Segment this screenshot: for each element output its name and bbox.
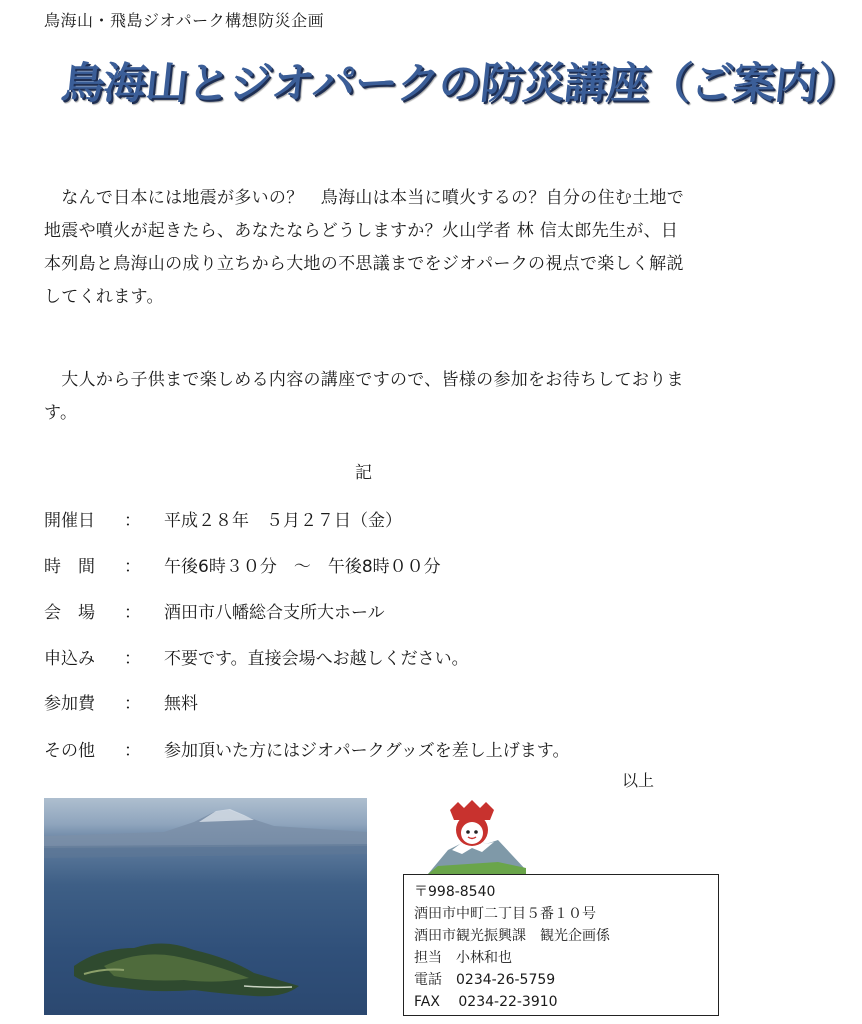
detail-row-time xyxy=(44,552,441,577)
detail-label: 時 間 xyxy=(44,557,95,577)
invitation-paragraph: 大人から子供まで楽しめる内容の講座ですので、皆様の参加をお待ちしております。 xyxy=(44,370,684,423)
detail-value: 平成２８年 ５月２７日（金） xyxy=(164,511,402,531)
contact-department: 酒田市観光振興課 観光企画係 xyxy=(414,928,610,944)
detail-label: 申込み xyxy=(44,649,95,669)
detail-colon: ： xyxy=(124,741,141,761)
closing-mark: 以上 xyxy=(622,771,655,790)
contact-address: 酒田市中町二丁目５番１０号 xyxy=(414,906,596,922)
detail-label: 参加費 xyxy=(44,694,95,714)
detail-value: 無料 xyxy=(164,694,198,714)
mascot-mountain-icon xyxy=(428,800,526,874)
detail-row-application xyxy=(44,644,469,669)
detail-value: 午後6時３０分 ～ 午後8時００分 xyxy=(164,557,441,577)
detail-row-venue xyxy=(44,598,385,623)
contact-postal: 〒998-8540 xyxy=(414,884,496,900)
aerial-island-photo xyxy=(44,798,367,1015)
contact-fax: FAX 0234-22-3910 xyxy=(414,994,558,1010)
detail-colon: ： xyxy=(124,649,141,669)
detail-label: その他 xyxy=(44,741,95,761)
contact-phone: 電話 0234-26-5759 xyxy=(414,972,556,988)
ki-heading: 記 xyxy=(355,463,372,483)
detail-row-other xyxy=(44,736,569,761)
detail-row-date xyxy=(44,506,402,531)
detail-colon: ： xyxy=(124,603,141,623)
detail-colon: ： xyxy=(124,557,141,577)
page-title: 鳥海山とジオパークの防災講座（ご案内） xyxy=(59,59,862,109)
detail-value: 不要です。直接会場へお越しください。 xyxy=(164,649,469,669)
detail-value: 参加頂いた方にはジオパークグッズを差し上げます。 xyxy=(164,741,570,761)
detail-value: 酒田市八幡総合支所大ホール xyxy=(164,603,385,623)
header-subtitle: 鳥海山・飛島ジオパーク構想防災企画 xyxy=(44,11,325,30)
detail-label: 会 場 xyxy=(44,603,95,623)
detail-row-fee xyxy=(44,689,198,714)
contact-person: 担当 小林和也 xyxy=(414,950,512,966)
intro-paragraph: なんで日本には地震が多いの？ 鳥海山は本当に噴火するの？自分の住む土地で地震や噴火が起きたら、あなたならどうしますか？火山学者 林 信太郎先生が、日本列島と鳥海山の成り立ちから大地の不思議までをジオパークの視点で楽しく解説してくれます。 xyxy=(44,188,685,307)
detail-colon: ： xyxy=(124,511,141,531)
detail-colon: ： xyxy=(124,694,141,714)
contact-box xyxy=(403,874,719,1016)
detail-label: 開催日 xyxy=(44,511,95,531)
